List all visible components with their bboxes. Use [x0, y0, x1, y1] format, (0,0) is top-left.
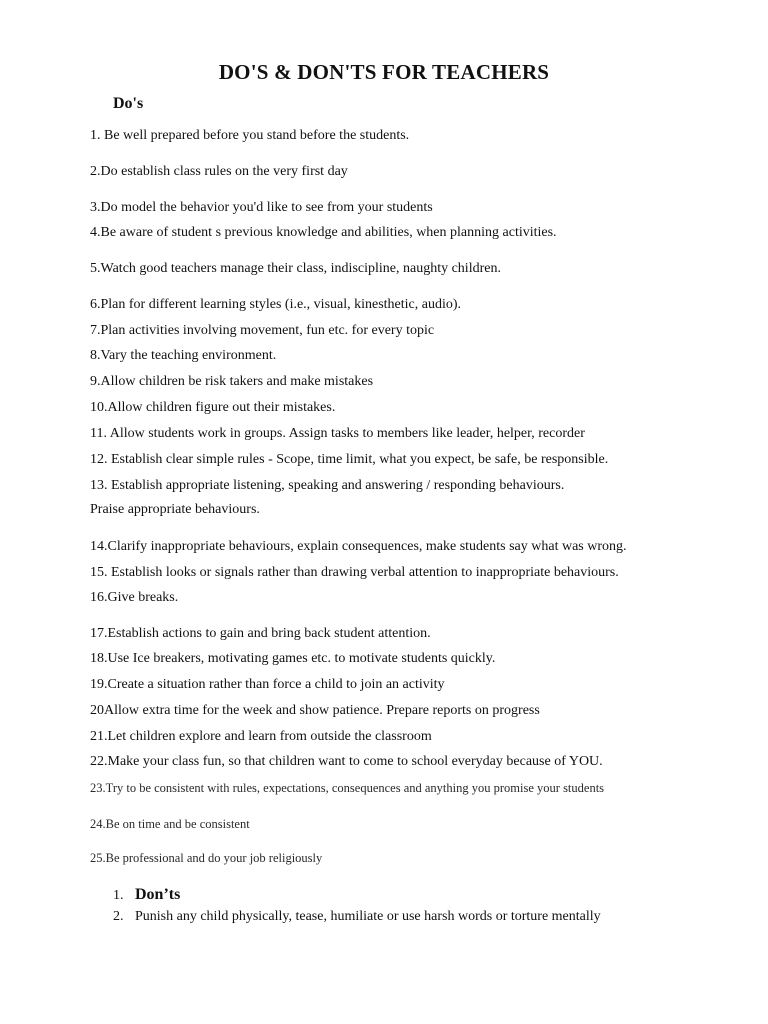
dos-item: 19.Create a situation rather than force a child to join an activity — [90, 677, 445, 692]
dos-item: 6.Plan for different learning styles (i.e., visual, kinesthetic, audio). — [90, 297, 462, 312]
dos-item: 12. Establish clear simple rules - Scope, time limit, what you expect, be safe, be responsible. — [90, 452, 609, 467]
dos-item: 11. Allow students work in groups. Assign tasks to members like leader, helper, recorder — [90, 426, 585, 441]
dos-item: 21.Let children explore and learn from outside the classroom — [90, 729, 432, 744]
dos-item: 8.Vary the teaching environment. — [90, 348, 277, 363]
dos-heading: Do's — [113, 95, 144, 112]
donts-list-item — [113, 885, 180, 906]
dos-item: 22.Make your class fun, so that children want to come to school everyday because of YOU. — [90, 754, 603, 769]
donts-list-item — [113, 907, 601, 927]
dos-item: 18.Use Ice breakers, motivating games etc. to motivate students quickly. — [90, 651, 496, 666]
dos-item: 1. Be well prepared before you stand before the students. — [90, 128, 410, 143]
dos-item: 7.Plan activities involving movement, fun etc. for every topic — [90, 323, 435, 338]
list-number: 2. — [113, 909, 124, 924]
donts-heading: Don’ts — [135, 886, 181, 903]
dos-item: 20Allow extra time for the week and show patience. Prepare reports on progress — [90, 703, 540, 718]
dos-item: 16.Give breaks. — [90, 590, 179, 605]
dos-item: 3.Do model the behavior you'd like to see from your students — [90, 200, 433, 215]
dos-item: 13. Establish appropriate listening, speaking and answering / responding behaviours. — [90, 478, 565, 493]
dos-item: 14.Clarify inappropriate behaviours, explain consequences, make students say what was wrong. — [90, 539, 627, 554]
list-number: 1. — [113, 888, 124, 903]
dos-item: 17.Establish actions to gain and bring back student attention. — [90, 626, 431, 641]
donts-item-text: Punish any child physically, tease, humiliate or use harsh words or torture mentally — [135, 909, 601, 924]
dos-item: 2.Do establish class rules on the very first day — [90, 164, 348, 179]
dos-item: 5.Watch good teachers manage their class, indiscipline, naughty children. — [90, 261, 501, 276]
dos-item: 4.Be aware of student s previous knowledge and abilities, when planning activities. — [90, 225, 557, 240]
dos-item: 23.Try to be consistent with rules, expectations, consequences and anything you promise your students — [90, 781, 605, 795]
dos-item: 15. Establish looks or signals rather than drawing verbal attention to inappropriate behaviours. — [90, 565, 619, 580]
page-title: DO'S & DON'TS FOR TEACHERS — [218, 60, 550, 84]
dos-item: 25.Be professional and do your job religiously — [90, 851, 323, 865]
dos-item: 24.Be on time and be consistent — [90, 817, 250, 831]
dos-item-continuation: Praise appropriate behaviours. — [90, 502, 260, 517]
dos-item: 10.Allow children figure out their mistakes. — [90, 400, 336, 415]
dos-item: 9.Allow children be risk takers and make mistakes — [90, 374, 374, 389]
